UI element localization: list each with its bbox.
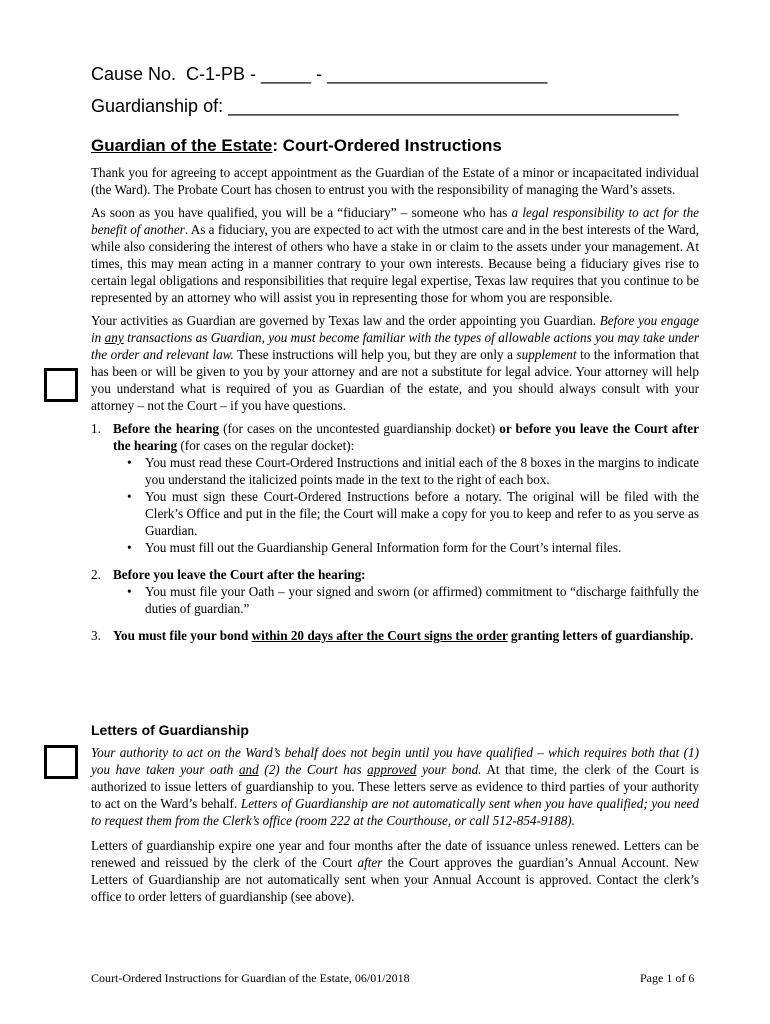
list-number: 2.	[91, 567, 101, 582]
intro-paragraph-3: Your activities as Guardian are governed by Texas law and the order appointing you Guardian. Before you engage in any transactions as Guardian, you must become familiar with the types of allowable actions you may take under the order and relevant law. These instructions will help you, but they are only a supplement to the information that has been or will be given to you by your attorney and are not a substitute for legal advice. Your attorney will help you understand what is required of you as Guardian of the estate, and you should always consult with your attorney – not the Court – if you have questions.	[91, 313, 700, 413]
intro-section	[91, 164, 699, 650]
page-title	[91, 136, 502, 156]
list-number: 1.	[91, 421, 101, 436]
bullet-icon: •	[127, 489, 132, 504]
section-heading-letters: Letters of Guardianship	[91, 722, 249, 738]
list-item: 1. Before the hearing (for cases on the uncontested guardianship docket) or before you leave the Court after the hearing (for cases on the regular docket): • You must read these Court-Ordered Instructions and initial each of the 8 boxes in the margins to indicate you understand the italicized points made in the text to the right of each box. • You must sign these Court-Ordered Instructions before a notary. The original will be filed with the Clerk’s Office and put in the file; the Court will make a copy for you to keep and refer to as you serve as Guardian. • You must fill out the Guardianship General Information form for the Court’s internal files.	[91, 421, 699, 555]
title-underlined: Guardian of the Estate	[91, 136, 273, 155]
list-item: 2. Before you leave the Court after the hearing: • You must file your Oath – your signed and sworn (or affirmed) commitment to “discharge faithfully the duties of guardian.”	[91, 567, 699, 616]
instructions-list	[91, 420, 699, 644]
title-rest: : Court-Ordered Instructions	[272, 136, 502, 155]
bullet-item: • You must read these Court-Ordered Instructions and initial each of the 8 boxes in the margins to indicate you understand the italicized points made in the text to the right of each box.	[127, 455, 699, 487]
bullet-icon: •	[127, 540, 132, 555]
bullet-item: • You must file your Oath – your signed and sworn (or affirmed) commitment to “discharge faithfully the duties of guardian.”	[127, 584, 699, 616]
guardianship-of-line: Guardianship of: _____________________________________________	[91, 96, 679, 116]
list-item: 3. You must file your bond within 20 days after the Court signs the order granting letters of guardianship.	[91, 628, 694, 643]
bullet-icon: •	[127, 584, 132, 599]
cause-number-line: Cause No. C-1-PB - _____ - ______________________	[91, 64, 548, 84]
bullet-item: • You must fill out the Guardianship General Information form for the Court’s internal files.	[127, 540, 622, 555]
page-number: Page 1 of 6	[640, 971, 695, 985]
initial-checkbox-2[interactable]	[44, 745, 78, 779]
letters-paragraph-2: Letters of guardianship expire one year and four months after the date of issuance unless renewed. Letters can be renewed and reissued by the clerk of the Court after the Court approves the guardian’s Annual Account. New Letters of Guardianship are not automatically sent when your Annual Account is approved. Contact the clerk’s office to order letters of guardianship (see above).	[91, 838, 699, 904]
bullet-item: • You must sign these Court-Ordered Instructions before a notary. The original will be filed with the Clerk’s Office and put in the file; the Court will make a copy for you to keep and refer to as you serve as Guardian.	[127, 489, 699, 538]
letters-section	[91, 744, 699, 911]
bullet-list	[113, 583, 699, 617]
letters-paragraph-1: Your authority to act on the Ward’s behalf does not begin until you have qualified – which requires both that (1) you have taken your oath and (2) the Court has approved your bond. At that time, the clerk of the Court is authorized to issue letters of guardianship to you. These letters serve as evidence to third parties of your authority to act on the Ward’s behalf. Letters of Guardianship are not automatically sent when you have qualified; you need to request them from the Clerk’s office (room 222 at the Courthouse, or call 512-854-9188).	[91, 745, 699, 828]
intro-paragraph-1: Thank you for agreeing to accept appointment as the Guardian of the Estate of a minor or incapacitated individual (the Ward). The Probate Court has chosen to entrust you with the responsibility of managing the Ward’s assets.	[91, 165, 699, 197]
initial-checkbox-1[interactable]	[44, 368, 78, 402]
list-number: 3.	[91, 628, 101, 643]
bullet-list	[113, 454, 699, 556]
bullet-icon: •	[127, 455, 132, 470]
intro-paragraph-2: As soon as you have qualified, you will be a “fiduciary” – someone who has a legal responsibility to act for the benefit of another. As a fiduciary, you are expected to act with the utmost care and in the best interests of the Ward, while also considering the interest of others who have a stake in or claim to the assets under your management. At times, this may mean acting in a manner contrary to your own interests. Because being a fiduciary gives rise to certain legal obligations and responsibilities that require legal expertise, Texas law requires that you continue to be represented by an attorney who will assist you in representing those for whom you are responsible.	[91, 205, 700, 305]
footer-text: Court-Ordered Instructions for Guardian of the Estate, 06/01/2018	[91, 971, 410, 985]
